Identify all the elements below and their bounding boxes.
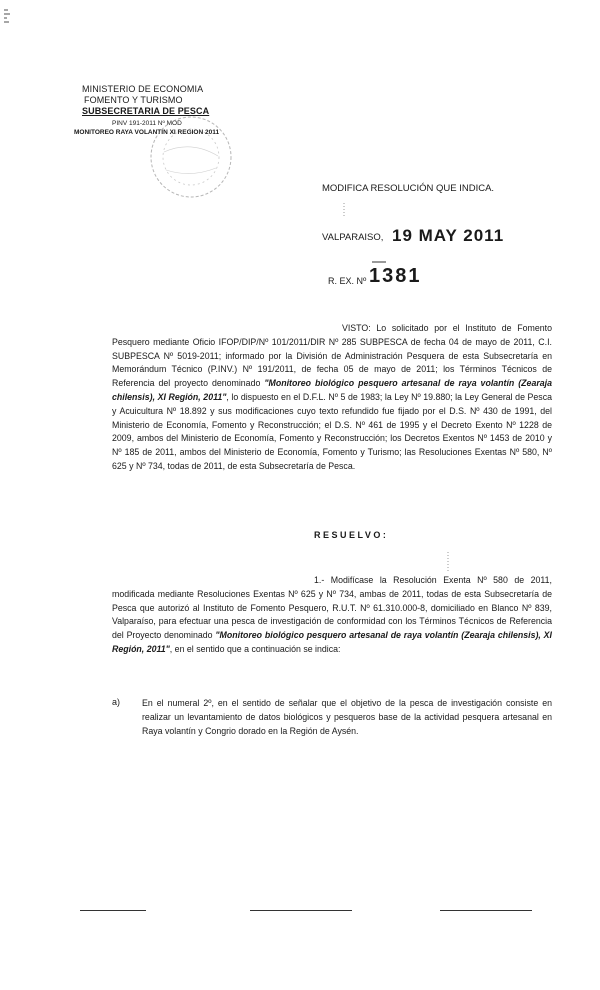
visto-paragraph <box>112 322 552 474</box>
item-1-project-title: "Monitoreo biológico pesquero artesanal de raya volantín (Zearaja chilensis), XI Región, 2011" <box>112 630 552 654</box>
visto-label: VISTO: <box>342 323 371 333</box>
visto-text-2: , lo dispuesto en el D.F.L. Nº 5 de 1983; la Ley Nº 19.880; la Ley General de Pesca y Acuicultura Nº 18.892 y sus modificaciones cuyo texto refundido fue fijado por el D.S. Nº 430 de 1991, del Ministerio de Economía, Fomento y Reconstrucción; el D.S. Nº 461 de 1995 y el Decreto Exento Nº 1228 de 2009, ambos del Ministerio de Economía, Fomento y Reconstrucción; los Decretos Exentos Nº 1453 de 2010 y Nº 185 de 2011, ambos del Ministerio de Economía, Fomento y Turismo; las Resoluciones Exentas Nº 580, Nº 625 y Nº 734, todas de 2011, de esta Subsecretaría de Pesca. <box>112 391 552 471</box>
item-1-label: 1.- Modifícase <box>314 575 374 585</box>
issue-date-stamp: 19 MAY 2011 <box>392 226 505 245</box>
subsecretaria-name: SUBSECRETARIA DE PESCA <box>82 106 210 116</box>
ministry-name: MINISTERIO DE ECONOMIA <box>82 84 204 94</box>
footer-rule-center <box>250 910 352 911</box>
item-1-paragraph <box>112 574 552 657</box>
reference-project: MONITOREO RAYA VOLANTIN XI REGION 2011 <box>74 129 220 136</box>
item-a-text: En el numeral 2º, en el sentido de señalar que el objetivo de la pesca de investigación consiste en realizar un levantamiento de datos biológicos y pesqueros base de la actividad pesquera artesanal en Raya volantín y Congrio dorado en la Región de Aysén. <box>142 698 552 736</box>
resuelvo-heading: RESUELVO: <box>314 530 389 540</box>
footer-rule-right <box>440 910 532 911</box>
exempt-resolution-number: 1381 <box>369 265 422 287</box>
ministry-header <box>74 84 252 137</box>
visto-text-1: Lo solicitado por el Instituto de Fomento Pesquero mediante Oficio IFOP/DIP/Nº 101/2011/DIR Nº 285 SUBPESCA de fecha 04 de mayo de 2011, C.I. SUBPESCA Nº 5019-2011; informado por la División de Administración Pesquera de esta Subsecretaría en Memorándum Técnico (P.INV.) Nº 191/2011, de fecha 05 de mayo de 2011; los Términos Técnicos de Referencia del proyecto denominado <box>112 323 552 389</box>
resolution-subject: MODIFICA RESOLUCIÓN QUE INDICA. <box>322 183 495 194</box>
item-a-label: a) <box>112 697 121 707</box>
ministry-subname: FOMENTO Y TURISMO <box>84 95 183 105</box>
exempt-resolution-label: R. EX. Nº <box>328 276 367 286</box>
item-1-text-2: , en el sentido que a continuación se indica: <box>169 643 341 654</box>
reference-code: PINV 191-2011 Nº MOD <box>112 120 182 127</box>
margin-scribble <box>4 10 10 22</box>
visto-project-title: "Monitoreo biológico pesquero artesanal de raya volantín (Zearaja chilensis), XI Región, 2011" <box>112 378 552 402</box>
item-1-text-1: la Resolución Exenta Nº 580 de 2011, modificada mediante Resoluciones Exentas Nº 625 y Nº 734, ambas de 2011, todas de esta Subsecretaría de Pesca que autorizó al Instituto de Fomento Pesquero, R.U.T. Nº 61.310.000-8, domiciliado en Blanco Nº 839, Valparaíso, para efectuar una pesca de investigación de conformidad con los Términos Técnicos de Referencia del Proyecto denominado <box>112 575 552 641</box>
issue-place: VALPARAISO, <box>322 232 384 243</box>
footer-rule-left <box>80 910 146 911</box>
